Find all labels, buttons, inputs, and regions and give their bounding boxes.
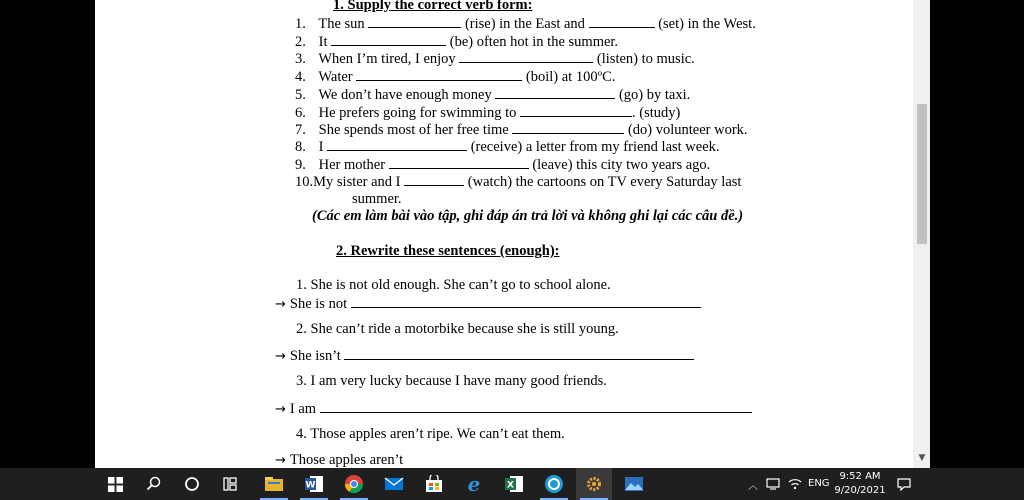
answer-prefix: She is not bbox=[289, 296, 348, 312]
item-text: The sun bbox=[318, 16, 365, 32]
ex1-item-2 bbox=[295, 33, 618, 51]
answer-blank[interactable] bbox=[459, 50, 593, 63]
arrow-icon: → bbox=[275, 402, 286, 417]
item-text: (do) volunteer work. bbox=[627, 122, 748, 138]
arrow-icon: → bbox=[275, 297, 286, 312]
language-indicator[interactable]: ENG bbox=[808, 478, 830, 489]
ex1-item-7 bbox=[295, 121, 748, 139]
chrome-icon[interactable] bbox=[336, 468, 372, 500]
item-text: Water bbox=[318, 69, 353, 85]
item-number: 7. bbox=[295, 122, 306, 138]
item-text: (listen) to music. bbox=[596, 51, 695, 67]
arrow-icon: → bbox=[275, 349, 286, 364]
ex1-item-5 bbox=[295, 86, 690, 104]
ex1-item-6 bbox=[295, 104, 680, 122]
search-icon[interactable] bbox=[138, 468, 170, 500]
vertical-scrollbar[interactable] bbox=[913, 0, 930, 468]
item-number: 5. bbox=[295, 87, 306, 103]
answer-blank[interactable] bbox=[327, 138, 467, 151]
answer-blank[interactable] bbox=[520, 104, 632, 117]
arrow-icon: → bbox=[275, 453, 286, 468]
answer-line[interactable] bbox=[320, 400, 752, 413]
viewer-margin-left bbox=[0, 0, 95, 468]
chevron-up-icon[interactable]: ︿ bbox=[748, 480, 758, 492]
item-number: 10. bbox=[295, 174, 314, 190]
ex2-sentence-3: 3. I am very lucky because I have many good friends. bbox=[296, 373, 607, 389]
answer-line[interactable] bbox=[351, 295, 701, 308]
item-text: (go) by taxi. bbox=[618, 87, 691, 103]
ex2-answer-1 bbox=[275, 295, 701, 313]
task-view-icon[interactable] bbox=[214, 468, 246, 500]
answer-blank[interactable] bbox=[331, 33, 446, 46]
wifi-icon[interactable] bbox=[786, 468, 804, 500]
answer-blank[interactable] bbox=[389, 156, 529, 169]
svg-text:W: W bbox=[305, 480, 316, 491]
file-explorer-icon[interactable] bbox=[256, 468, 292, 500]
answer-prefix: Those apples aren’t bbox=[289, 452, 404, 468]
answer-blank[interactable] bbox=[368, 15, 461, 28]
answer-blank[interactable] bbox=[404, 173, 464, 186]
item-text: We don’t have enough money bbox=[318, 87, 492, 103]
item-text: He prefers going for swimming to bbox=[318, 105, 517, 121]
word-icon[interactable] bbox=[296, 468, 332, 500]
item-text: (leave) this city two years ago. bbox=[532, 157, 711, 173]
clock-date: 9/20/2021 bbox=[834, 485, 886, 496]
scroll-down-arrow-icon[interactable]: ▼ bbox=[918, 453, 926, 463]
edge-icon[interactable] bbox=[456, 468, 492, 500]
answer-blank[interactable] bbox=[495, 86, 615, 99]
svg-text:e: e bbox=[467, 474, 481, 494]
item-text: (rise) in the East and bbox=[464, 16, 585, 32]
answer-prefix: She isn’t bbox=[289, 348, 341, 364]
item-text: Her mother bbox=[318, 157, 386, 173]
ex2-sentence-2: 2. She can’t ride a motorbike because she is still young. bbox=[296, 321, 619, 337]
item-text: She spends most of her free time bbox=[318, 122, 509, 138]
document-page bbox=[95, 0, 913, 468]
item-text: . (study) bbox=[631, 105, 681, 121]
ex1-item-4 bbox=[295, 68, 615, 86]
ex1-item-10 bbox=[295, 173, 741, 191]
windows-start-icon[interactable] bbox=[98, 468, 132, 500]
notification-icon[interactable] bbox=[894, 468, 914, 500]
item-number: 9. bbox=[295, 157, 306, 173]
windows-taskbar bbox=[0, 468, 1024, 500]
store-icon[interactable] bbox=[416, 468, 452, 500]
ex2-answer-4 bbox=[275, 452, 403, 468]
answer-blank[interactable] bbox=[589, 15, 655, 28]
device-icon[interactable] bbox=[764, 468, 782, 500]
item-number: 8. bbox=[295, 139, 306, 155]
ex1-item-3 bbox=[295, 50, 695, 68]
answer-prefix: I am bbox=[289, 401, 317, 417]
answer-line[interactable] bbox=[344, 347, 694, 360]
cortana-icon[interactable] bbox=[176, 468, 208, 500]
answer-blank[interactable] bbox=[512, 121, 624, 134]
item-text: (set) in the West. bbox=[658, 16, 756, 32]
clock-time: 9:52 AM bbox=[839, 471, 881, 482]
item-text: It bbox=[318, 34, 328, 50]
item-number: 1. bbox=[295, 16, 306, 32]
item-text: When I’m tired, I enjoy bbox=[318, 51, 456, 67]
scrollbar-thumb[interactable] bbox=[917, 104, 927, 244]
photos-icon[interactable] bbox=[616, 468, 652, 500]
clock[interactable] bbox=[833, 470, 887, 498]
instruction-note: (Các em làm bài vào tập, ghi đáp án trả lời và không ghi lại các câu đề.) bbox=[312, 208, 744, 224]
ex2-sentence-1: 1. She is not old enough. She can’t go to school alone. bbox=[296, 277, 611, 293]
app-icon[interactable] bbox=[536, 468, 572, 500]
ex2-sentence-4: 4. Those apples aren’t ripe. We can’t eat them. bbox=[296, 426, 565, 442]
answer-blank[interactable] bbox=[356, 68, 522, 81]
excel-icon[interactable] bbox=[496, 468, 532, 500]
viewer-margin-right bbox=[930, 0, 1024, 468]
item-number: 3. bbox=[295, 51, 306, 67]
ex2-answer-3 bbox=[275, 400, 752, 418]
item-text: My sister and I bbox=[313, 174, 401, 190]
item-text: (watch) the cartoons on TV every Saturday last bbox=[467, 174, 742, 190]
exercise2-heading: 2. Rewrite these sentences (enough): bbox=[336, 243, 560, 259]
item-text: I bbox=[318, 139, 324, 155]
settings-icon[interactable] bbox=[576, 468, 612, 500]
svg-text:X: X bbox=[507, 480, 514, 491]
item-text: (boil) at 100ºC. bbox=[525, 69, 616, 85]
ex1-item-8 bbox=[295, 138, 720, 156]
item-number: 2. bbox=[295, 34, 306, 50]
item-number: 4. bbox=[295, 69, 306, 85]
ex1-item-1 bbox=[295, 15, 756, 33]
exercise1-heading: 1. Supply the correct verb form: bbox=[333, 0, 533, 13]
ex1-item-9 bbox=[295, 156, 710, 174]
item-number: 6. bbox=[295, 105, 306, 121]
mail-icon[interactable] bbox=[376, 468, 412, 500]
ex2-answer-2 bbox=[275, 347, 694, 365]
item-text: (be) often hot in the summer. bbox=[449, 34, 619, 50]
item-text: (receive) a letter from my friend last week. bbox=[470, 139, 720, 155]
ex1-item-10-continuation: summer. bbox=[352, 191, 402, 207]
